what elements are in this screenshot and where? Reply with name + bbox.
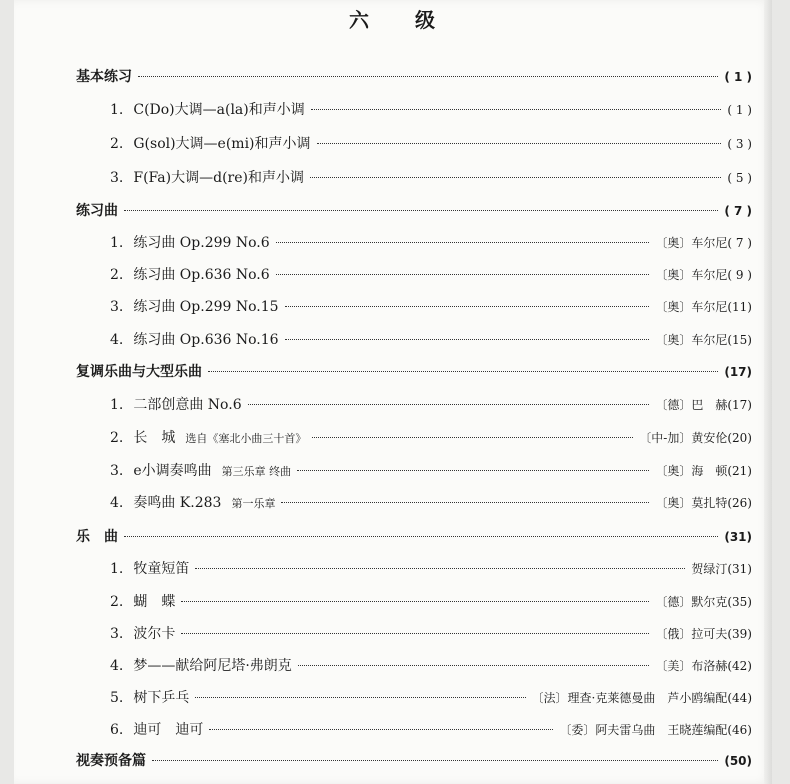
section-page: (31)	[724, 530, 752, 544]
dot-leader	[181, 633, 649, 634]
item-title: 波尔卡	[133, 626, 176, 642]
item-title: 奏鸣曲 K.283	[133, 495, 222, 511]
toc-item	[110, 460, 752, 480]
toc-item	[110, 167, 752, 187]
dot-leader	[195, 697, 525, 698]
item-title: 练习曲 Op.299 No.6	[133, 235, 270, 251]
item-title: F(Fa)大调—d(re)和声小调	[133, 170, 304, 186]
item-number: 3.	[110, 626, 124, 642]
item-number: 3.	[110, 463, 124, 479]
dot-leader	[311, 109, 722, 110]
item-title: 练习曲 Op.299 No.15	[133, 299, 279, 315]
item-page: 〔德〕默尔克(35)	[655, 595, 752, 609]
item-page: ( 5 )	[727, 171, 752, 185]
dot-leader	[276, 242, 650, 243]
section-label: 基本练习	[76, 69, 132, 85]
item-page: 〔奥〕车尔尼(15)	[655, 333, 752, 347]
item-subtitle: 选自《塞北小曲三十首》	[185, 432, 307, 445]
section-page: ( 7 )	[724, 204, 752, 218]
dot-leader	[124, 536, 718, 537]
page-title	[14, 4, 772, 33]
dot-leader	[152, 760, 718, 761]
item-subtitle: 第三乐章 终曲	[221, 465, 292, 478]
item-number: 2.	[110, 594, 124, 610]
dot-leader	[209, 729, 553, 730]
item-page: 〔委〕阿夫雷乌曲 王晓莲编配(46)	[559, 723, 752, 737]
item-number: 2.	[110, 430, 124, 446]
item-page: 〔德〕巴 赫(17)	[655, 398, 752, 412]
toc-item	[110, 591, 752, 611]
item-page: ( 3 )	[727, 137, 752, 151]
section-label: 视奏预备篇	[76, 753, 146, 769]
section-page: (17)	[724, 365, 752, 379]
section-label: 乐 曲	[76, 529, 118, 545]
item-number: 4.	[110, 658, 124, 674]
toc-section-pieces	[76, 526, 752, 546]
item-title: 蝴 蝶	[133, 594, 176, 610]
dot-leader	[285, 339, 650, 340]
dot-leader	[297, 470, 649, 471]
item-page: 〔奥〕海 顿(21)	[655, 464, 752, 478]
item-title: e小调奏鸣曲	[133, 463, 212, 479]
item-page: 贺绿汀(31)	[691, 562, 752, 576]
toc-item	[110, 133, 752, 153]
item-number: 2.	[110, 267, 124, 283]
toc-item	[110, 296, 752, 316]
dot-leader	[181, 601, 649, 602]
dot-leader	[124, 210, 718, 211]
item-title: 长 城	[133, 430, 176, 446]
item-page: ( 1 )	[727, 103, 752, 117]
item-title: G(sol)大调—e(mi)和声小调	[133, 136, 311, 152]
dot-leader	[248, 404, 650, 405]
item-title: 二部创意曲 No.6	[133, 397, 242, 413]
item-page: 〔俄〕拉可夫(39)	[655, 627, 752, 641]
item-page: 〔奥〕车尔尼(11)	[655, 300, 752, 314]
toc-item	[110, 232, 752, 252]
toc-section-basic	[76, 66, 752, 86]
item-title: 迪可 迪可	[133, 722, 204, 738]
item-page: 〔中-加〕黄安伦(20)	[639, 431, 752, 445]
toc-page	[14, 0, 772, 784]
toc-item	[110, 492, 752, 512]
toc-section-etudes	[76, 200, 752, 220]
dot-leader	[208, 371, 718, 372]
item-title: C(Do)大调—a(la)和声小调	[133, 102, 305, 118]
title-char-1: 六	[349, 8, 371, 32]
item-title: 树下乒乓	[133, 690, 190, 706]
item-number: 4.	[110, 495, 124, 511]
item-title: 牧童短笛	[133, 561, 190, 577]
item-number: 3.	[110, 170, 124, 186]
dot-leader	[281, 502, 649, 503]
item-number: 2.	[110, 136, 124, 152]
item-number: 1.	[110, 397, 124, 413]
toc-item	[110, 655, 752, 675]
toc-item	[110, 623, 752, 643]
toc-item	[110, 99, 752, 119]
section-page: (50)	[724, 754, 752, 768]
dot-leader	[317, 143, 722, 144]
item-subtitle: 第一乐章	[231, 497, 276, 510]
item-number: 6.	[110, 722, 124, 738]
section-label: 练习曲	[76, 203, 118, 219]
dot-leader	[195, 568, 685, 569]
toc-section-sight-reading	[76, 750, 752, 770]
item-title: 练习曲 Op.636 No.16	[133, 332, 279, 348]
toc-item	[110, 394, 752, 414]
toc-item	[110, 427, 752, 447]
section-page: ( 1 )	[724, 70, 752, 84]
item-page: 〔美〕布洛赫(42)	[655, 659, 752, 673]
dot-leader	[312, 437, 633, 438]
item-number: 1.	[110, 235, 124, 251]
dot-leader	[298, 665, 650, 666]
item-number: 5.	[110, 690, 124, 706]
toc-item	[110, 329, 752, 349]
dot-leader	[138, 76, 718, 77]
item-title: 练习曲 Op.636 No.6	[133, 267, 270, 283]
item-number: 1.	[110, 561, 124, 577]
toc-item	[110, 264, 752, 284]
item-page: 〔法〕理查·克莱德曼曲 芦小鸥编配(44)	[531, 691, 752, 705]
dot-leader	[276, 274, 650, 275]
title-char-2: 级	[415, 8, 437, 32]
toc-item	[110, 687, 752, 707]
item-page: 〔奥〕莫扎特(26)	[655, 496, 752, 510]
item-number: 4.	[110, 332, 124, 348]
section-label: 复调乐曲与大型乐曲	[76, 364, 202, 380]
toc-section-polyphonic	[76, 361, 752, 381]
toc-item	[110, 719, 752, 739]
item-page: 〔奥〕车尔尼( 9 )	[655, 268, 752, 282]
dot-leader	[310, 177, 721, 178]
page-edge-shadow	[764, 0, 772, 784]
dot-leader	[285, 306, 650, 307]
item-number: 3.	[110, 299, 124, 315]
toc-item	[110, 558, 752, 578]
item-number: 1.	[110, 102, 124, 118]
item-title: 梦——献给阿尼塔·弗朗克	[133, 658, 292, 674]
item-page: 〔奥〕车尔尼( 7 )	[655, 236, 752, 250]
